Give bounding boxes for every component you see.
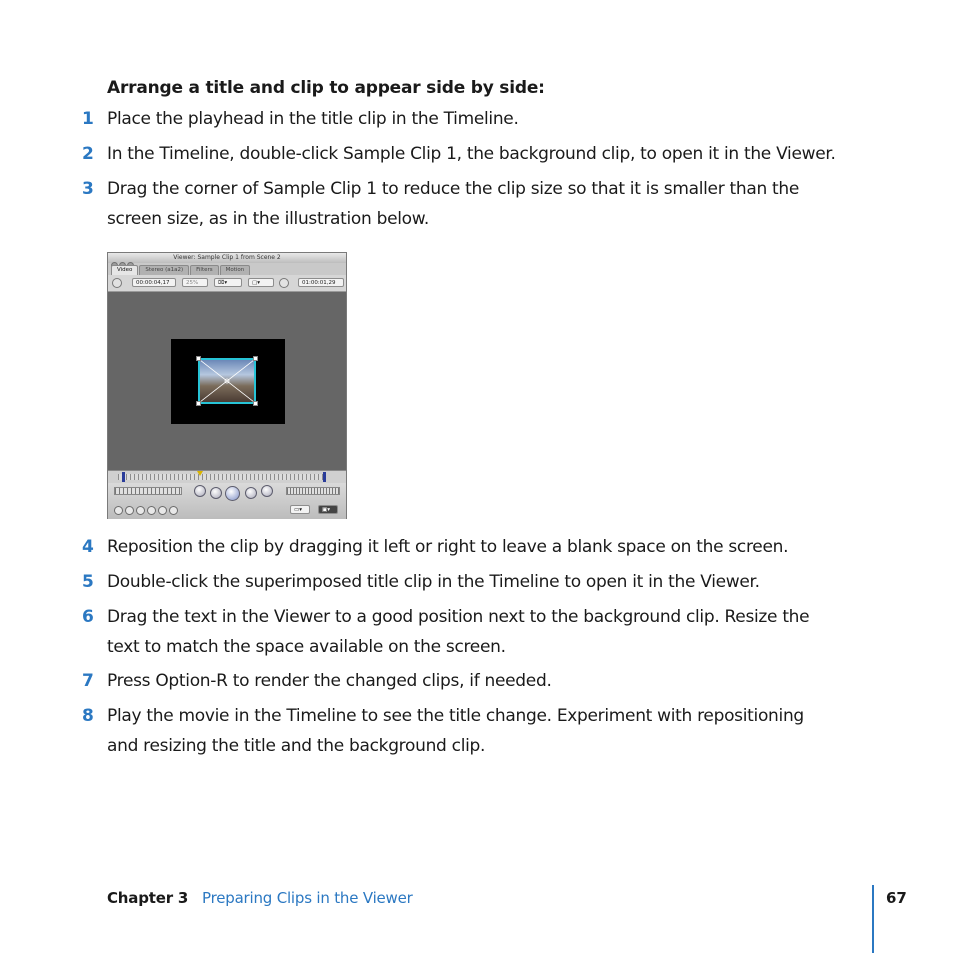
corner-handle (196, 401, 201, 406)
corner-handle (253, 356, 258, 361)
add-keyframe-icon (136, 506, 145, 515)
play-icon (225, 486, 240, 501)
step-number: 2 (82, 144, 94, 164)
step-text (107, 603, 897, 662)
step-line: text to match the space available on the screen. (107, 636, 506, 657)
corner-handle (196, 356, 201, 361)
tab-motion: Motion (220, 265, 251, 275)
step-line: screen size, as in the illustration below. (107, 208, 429, 229)
step-text (107, 105, 897, 135)
step-number: 7 (82, 671, 94, 691)
zoom-popup: 25% (182, 278, 208, 287)
jog-control (114, 487, 182, 495)
mark-out-icon (169, 506, 178, 515)
footer-chapter-label: Chapter 3 (107, 889, 189, 907)
resized-clip (198, 358, 256, 404)
next-edit-icon (261, 485, 273, 497)
step-number: 4 (82, 537, 94, 557)
step-line: Drag the text in the Viewer to a good position next to the background clip. Resize the (107, 607, 810, 627)
step-number: 5 (82, 572, 94, 592)
viewer-titlebar (108, 253, 346, 263)
step-text (107, 533, 897, 563)
step-line: Press Option-R to render the changed clips, if needed. (107, 671, 552, 691)
recent-clips-popup-icon: ▣▾ (318, 505, 338, 514)
step-line: Drag the corner of Sample Clip 1 to reduce the clip size so that it is smaller than the (107, 179, 800, 199)
step-text (107, 175, 897, 234)
viewer-canvas (108, 292, 346, 470)
shuttle-control (286, 487, 340, 495)
mark-in-icon (158, 506, 167, 515)
mark-clip-icon (125, 506, 134, 515)
step-number: 1 (82, 109, 94, 129)
add-marker-icon (147, 506, 156, 515)
viewer-title: Viewer: Sample Clip 1 from Scene 2 (173, 254, 281, 261)
match-frame-icon (114, 506, 123, 515)
duration-dial-icon (112, 278, 122, 288)
view-popup-icon: ⌧▾ (214, 278, 242, 287)
tab-stereo: Stereo (a1a2) (139, 265, 189, 275)
step-text (107, 667, 897, 697)
procedure-heading: Arrange a title and clip to appear side by side: (107, 78, 545, 98)
step-text (107, 568, 897, 598)
step-line: Place the playhead in the title clip in the Timeline. (107, 109, 519, 129)
transport-controls (108, 483, 346, 519)
step-line: and resizing the title and the background clip. (107, 735, 486, 756)
current-time-dial-icon (279, 278, 289, 288)
current-timecode: 01:00:01,29 (298, 278, 344, 287)
out-point-marker (323, 472, 326, 482)
duration-timecode: 00:00:04,17 (132, 278, 176, 287)
step-line: Double-click the superimposed title clip in the Timeline to open it in the Viewer. (107, 572, 760, 592)
viewer-tabs (111, 265, 251, 275)
play-around-icon (245, 487, 257, 499)
step-line: Play the movie in the Timeline to see the title change. Experiment with repositioning (107, 706, 804, 726)
tab-filters: Filters (190, 265, 219, 275)
footer-chapter-title: Preparing Clips in the Viewer (202, 889, 413, 907)
tab-video: Video (111, 265, 138, 275)
video-frame (171, 339, 285, 424)
playhead-icon (197, 471, 203, 476)
step-text (107, 140, 897, 170)
play-in-out-icon (210, 487, 222, 499)
viewer-window-illustration (107, 252, 347, 519)
overlay-popup-icon: ▢▾ (248, 278, 274, 287)
corner-handle (253, 401, 258, 406)
step-line: Reposition the clip by dragging it left or right to leave a blank space on the screen. (107, 537, 789, 557)
wireframe-icon (200, 360, 254, 402)
footer-divider (872, 885, 874, 953)
scrubber-track (118, 474, 326, 480)
page-number: 67 (886, 889, 907, 907)
viewer-control-bar (108, 275, 346, 292)
step-number: 6 (82, 607, 94, 627)
generator-popup-icon: ▭▾ (290, 505, 310, 514)
step-number: 3 (82, 179, 94, 199)
step-line: In the Timeline, double-click Sample Clip 1, the background clip, to open it in the Viewer. (107, 144, 836, 164)
step-text (107, 702, 897, 761)
step-number: 8 (82, 706, 94, 726)
in-point-marker (122, 472, 125, 482)
previous-edit-icon (194, 485, 206, 497)
scrubber-bar (108, 470, 346, 483)
